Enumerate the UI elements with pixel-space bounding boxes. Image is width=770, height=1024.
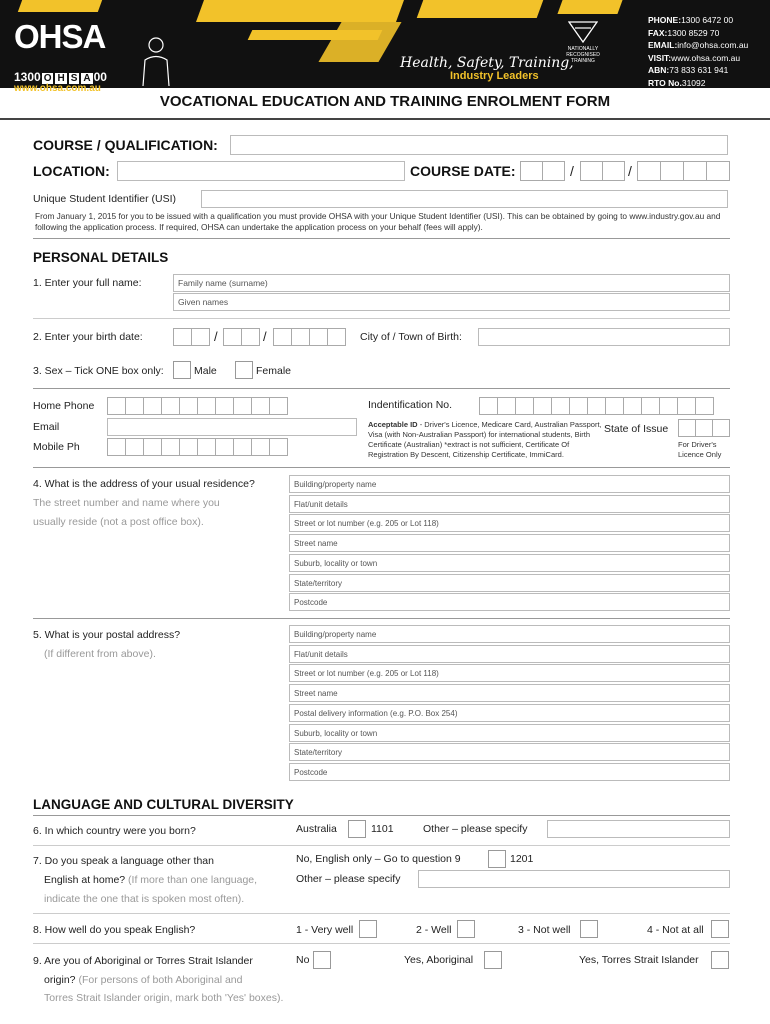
q9-line2: origin? (For persons of both Aboriginal and	[44, 974, 243, 986]
no-english-label: No, English only – Go to question 9	[296, 853, 461, 865]
digit-cell[interactable]	[179, 397, 198, 415]
q5-sub: (If different from above).	[44, 648, 156, 660]
q5-label: 5. What is your postal address?	[33, 629, 181, 641]
course-label: COURSE / QUALIFICATION:	[33, 137, 218, 153]
no-label: No	[296, 954, 310, 966]
q6-label: 6. In which country were you born?	[33, 825, 196, 837]
digit-cell[interactable]	[125, 438, 144, 456]
divider	[33, 913, 730, 914]
birth-year-input[interactable]	[273, 328, 346, 346]
q7-line3: indicate the one that is spoken most often).	[44, 893, 245, 905]
q9-line3: Torres Strait Islander origin, mark both 'Yes' boxes).	[44, 992, 284, 1004]
logo-phone: 1300 O H S A 00	[14, 70, 107, 84]
digit-cell[interactable]	[269, 438, 288, 456]
digit-cell[interactable]	[497, 397, 516, 415]
yellow-stripe	[196, 0, 404, 22]
digit-cell[interactable]	[515, 397, 534, 415]
city-birth-input[interactable]	[478, 328, 730, 346]
not-at-all-checkbox[interactable]	[711, 920, 729, 938]
digit-cell[interactable]	[641, 397, 660, 415]
not-well-checkbox[interactable]	[580, 920, 598, 938]
yellow-stripe	[318, 22, 401, 62]
state-issue-input[interactable]	[678, 419, 730, 437]
location-label: LOCATION:	[33, 163, 110, 179]
language-title: LANGUAGE AND CULTURAL DIVERSITY	[33, 797, 294, 812]
q8-label: 8. How well do you speak English?	[33, 924, 196, 936]
nrt-logo: NATIONALLY RECOGNISED TRAINING	[551, 20, 615, 64]
home-phone-input[interactable]	[107, 397, 288, 415]
email-input[interactable]	[107, 418, 357, 436]
contact-block: PHONE:1300 6472 00 FAX:1300 8529 70 EMAIL:info@ohsa.com.au VISIT:www.ohsa.com.au ABN:73 833 631 941 RTO No.31092	[648, 15, 749, 88]
mobile-label: Mobile Ph	[33, 441, 80, 453]
digit-cell[interactable]	[197, 438, 216, 456]
digit-cell[interactable]	[623, 397, 642, 415]
digit-cell[interactable]	[605, 397, 624, 415]
digit-cell[interactable]	[569, 397, 588, 415]
birth-month-input[interactable]	[223, 328, 260, 346]
date-separator: /	[214, 329, 218, 344]
yellow-stripe	[18, 0, 102, 12]
mobile-input[interactable]	[107, 438, 288, 456]
digit-cell[interactable]	[677, 397, 696, 415]
female-label: Female	[256, 365, 292, 377]
postal-field[interactable]: Postcode	[289, 763, 730, 781]
industry-leaders: Industry Leaders	[450, 70, 539, 82]
digit-cell[interactable]	[179, 438, 198, 456]
digit-cell[interactable]	[143, 438, 162, 456]
q1-label: 1. Enter your full name:	[33, 277, 142, 289]
postal-field[interactable]: State/territory	[289, 743, 730, 761]
yellow-stripe	[557, 0, 622, 14]
yes-aboriginal-checkbox[interactable]	[484, 951, 502, 969]
postal-field[interactable]: Street or lot number (e.g. 205 or Lot 118)	[289, 664, 730, 682]
divider	[33, 318, 730, 319]
not-well-label: 3 - Not well	[518, 924, 571, 936]
usi-input[interactable]	[201, 190, 728, 208]
q7-line1: 7. Do you speak a language other than	[33, 855, 214, 867]
worker-silhouette-icon	[140, 36, 172, 88]
divider	[33, 815, 730, 816]
q4-label: 4. What is the address of your usual residence?	[33, 478, 255, 490]
digit-cell[interactable]	[143, 397, 162, 415]
tagline: Health, Safety, Training,	[400, 55, 574, 71]
q2-label: 2. Enter your birth date:	[33, 331, 143, 343]
digit-cell[interactable]	[533, 397, 552, 415]
residential-field[interactable]: Postcode	[289, 593, 730, 611]
other-language-label: Other – please specify	[296, 873, 401, 885]
digit-cell[interactable]	[197, 397, 216, 415]
digit-cell[interactable]	[233, 438, 252, 456]
q9-line1: 9. Are you of Aboriginal or Torres Strait Islander	[33, 955, 253, 967]
usi-note: From January 1, 2015 for you to be issued with a qualification you must provide OHSA with your Unique Student Identifier (USI). This can be obtained by going to www.industry.gov.au and following the application process. If required, OHSA can undertake the application process on your behalf (fees will apply).	[35, 211, 721, 232]
country-other-input[interactable]	[547, 820, 730, 838]
course-date-label: COURSE DATE:	[410, 163, 516, 179]
family-name-input[interactable]: Family name (surname)	[173, 274, 730, 292]
digit-cell[interactable]	[215, 438, 234, 456]
email-label: Email	[33, 421, 60, 433]
q7-line2: English at home? (If more than one language,	[44, 874, 258, 886]
date-separator: /	[263, 329, 267, 344]
postal-field[interactable]: Street name	[289, 684, 730, 702]
city-birth-label: City of / Town of Birth:	[360, 331, 462, 343]
id-number-input[interactable]	[479, 397, 714, 415]
digit-cell[interactable]	[551, 397, 570, 415]
well-label: 2 - Well	[416, 924, 452, 936]
other-specify-label: Other – please specify	[423, 823, 528, 835]
divider	[33, 238, 730, 239]
postal-field[interactable]: Suburb, locality or town	[289, 724, 730, 742]
q3-label: 3. Sex – Tick ONE box only:	[33, 365, 164, 377]
yellow-stripe	[417, 0, 544, 18]
divider	[33, 467, 730, 468]
australia-checkbox[interactable]	[348, 820, 366, 838]
australia-label: Australia	[296, 823, 337, 835]
date-separator: /	[628, 163, 632, 179]
digit-cell[interactable]	[251, 397, 270, 415]
divider	[33, 943, 730, 944]
date-separator: /	[570, 163, 574, 179]
digit-cell[interactable]	[233, 397, 252, 415]
postal-field[interactable]: Flat/unit details	[289, 645, 730, 663]
other-language-input[interactable]	[418, 870, 730, 888]
given-names-input[interactable]: Given names	[173, 293, 730, 311]
no-checkbox[interactable]	[313, 951, 331, 969]
divider	[33, 845, 730, 846]
postal-field[interactable]: Building/property name	[289, 625, 730, 643]
divider	[33, 618, 730, 619]
very-well-label: 1 - Very well	[296, 924, 354, 936]
very-well-checkbox[interactable]	[359, 920, 377, 938]
digit-cell[interactable]	[587, 397, 606, 415]
digit-cell[interactable]	[269, 397, 288, 415]
nrt-triangle-icon	[568, 20, 598, 44]
yes-torres-checkbox[interactable]	[711, 951, 729, 969]
for-drivers-2: Licence Only	[678, 450, 722, 459]
male-checkbox[interactable]	[173, 361, 191, 379]
residential-field[interactable]: Street name	[289, 534, 730, 552]
residential-field[interactable]: Building/property name	[289, 475, 730, 493]
digit-cell[interactable]	[695, 397, 714, 415]
divider	[0, 118, 770, 120]
digit-cell[interactable]	[125, 397, 144, 415]
logo-web: www.ohsa.com.au	[14, 83, 101, 94]
code-1201: 1201	[510, 853, 534, 865]
yes-aboriginal-label: Yes, Aboriginal	[404, 954, 474, 966]
usi-label: Unique Student Identifier (USI)	[33, 193, 176, 205]
residential-field[interactable]: Flat/unit details	[289, 495, 730, 513]
course-input[interactable]	[230, 135, 728, 155]
course-date-month[interactable]	[580, 161, 625, 181]
digit-cell[interactable]	[107, 397, 126, 415]
ohsa-logo: OHSA	[14, 18, 106, 55]
digit-cell[interactable]	[161, 397, 180, 415]
location-input[interactable]	[117, 161, 405, 181]
digit-cell[interactable]	[659, 397, 678, 415]
female-checkbox[interactable]	[235, 361, 253, 379]
course-date-day[interactable]	[520, 161, 565, 181]
yes-torres-label: Yes, Torres Strait Islander	[579, 954, 699, 966]
state-issue-label: State of Issue	[604, 423, 669, 435]
postal-field[interactable]: Postal delivery information (e.g. P.O. Box 254)	[289, 704, 730, 722]
digit-cell[interactable]	[107, 438, 126, 456]
q4-sub2: usually reside (not a post office box).	[33, 516, 204, 528]
male-label: Male	[194, 365, 217, 377]
for-drivers-1: For Driver's	[678, 440, 717, 449]
acceptable-id-note: Acceptable ID - Driver's Licence, Medicare Card, Australian Passport, Visa (with Non-Australian Passport) for international students, Birth Certificate (Australian) *extract is not sufficient, Certificate Of Registration By Descent, Citizenship Certificate, ImmiCard.	[368, 420, 602, 459]
personal-details-title: PERSONAL DETAILS	[33, 250, 169, 265]
residential-field[interactable]: Suburb, locality or town	[289, 554, 730, 572]
residential-field[interactable]: State/territory	[289, 574, 730, 592]
not-at-all-label: 4 - Not at all	[647, 924, 704, 936]
digit-cell[interactable]	[215, 397, 234, 415]
digit-cell[interactable]	[251, 438, 270, 456]
divider	[33, 388, 730, 389]
form-title: VOCATIONAL EDUCATION AND TRAINING ENROLMENT FORM	[159, 93, 611, 110]
id-label: Indentification No.	[368, 399, 453, 411]
digit-cell[interactable]	[479, 397, 498, 415]
course-date-year[interactable]	[637, 161, 730, 181]
code-1101: 1101	[371, 823, 394, 835]
no-english-checkbox[interactable]	[488, 850, 506, 868]
home-phone-label: Home Phone	[33, 400, 95, 412]
residential-field[interactable]: Street or lot number (e.g. 205 or Lot 118)	[289, 514, 730, 532]
birth-day-input[interactable]	[173, 328, 210, 346]
well-checkbox[interactable]	[457, 920, 475, 938]
digit-cell[interactable]	[161, 438, 180, 456]
q4-sub1: The street number and name where you	[33, 497, 220, 509]
